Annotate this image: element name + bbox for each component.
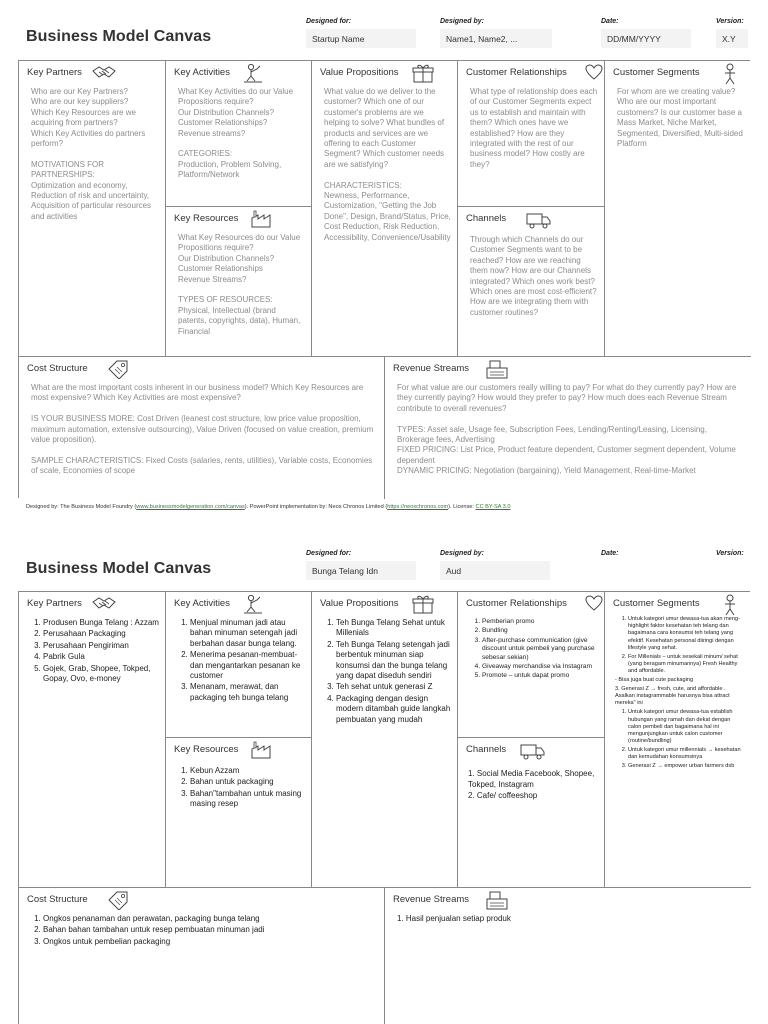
designed-by-label: Designed by: [440,550,484,557]
channels-text: Through which Channels do our Customer Segments want to be reached? How are we reaching them now? How are our Channels integrated? Which ones work best? Which ones are most cost-efficient? How are we integrating them with customer routines? [470,235,597,317]
designed-by-field[interactable]: Name1, Name2, ... [440,29,552,48]
cost-structure-section[interactable] [19,357,385,499]
list-item: 2. Bahan bahan tambahan untuk resep pembuatan minuman jadi [43,925,378,935]
value-propositions-title: Value Propositions [320,67,399,78]
cash-register-icon [485,890,509,910]
customer-segments-list [615,616,745,772]
attribution-footer [26,504,510,510]
heart-icon [585,64,603,80]
list-item: 2. Bundling [482,627,598,635]
designed-by-field[interactable]: Aud [440,561,550,580]
handshake-icon [91,594,117,612]
list-item: 3. After-purchase communication (give discount untuk pembeli yang purchase sebesar sekian) [482,637,598,662]
designed-by-label: Designed by: [440,18,484,25]
person-icon [722,63,738,85]
list-item: 1. Teh Bunga Telang Sehat untuk Millenials [336,618,451,639]
list-item: 4. Pabrik Gula [43,652,159,662]
key-resources-text: What Key Resources do our Value Propositions require? Our Distribution Channels? Customer Relationships Revenue Streams? TYPES OF RESOURCES: Physical, Intellectual (brand patents, copyrights, data), Human, Financial [178,233,301,336]
key-activities-section[interactable] [166,592,312,738]
revenue-streams-section[interactable] [385,357,751,499]
channels-list [468,768,598,801]
handshake-icon [91,63,117,81]
list-item: 3. Ongkos untuk pembelian packaging [43,937,378,947]
key-activities-title: Key Activities [174,67,230,78]
neoschronos-link[interactable]: https://neoschronos.com [387,504,449,510]
cost-structure-section[interactable] [19,888,385,1024]
list-item: 2. Perusahaan Packaging [43,629,159,639]
list-item: 2. Menerima pesanan-membuat- dan mengantarkan pesanan ke customer [190,650,305,681]
revenue-streams-title: Revenue Streams [393,363,470,374]
customer-relationships-title: Customer Relationships [466,67,567,78]
key-partners-title: Key Partners [27,598,82,609]
date-field[interactable]: DD/MM/YYYY [601,29,691,48]
bmf-link[interactable]: www.businessmodelgeneration.com/canvas [136,504,245,510]
list-item: 2. Teh Bunga Telang setengah jadi berbentuk minuman siap konsumsi dan the bunga telang yang dapat diseduh sendiri [336,640,451,682]
price-tag-icon [107,890,129,910]
truck-icon [526,211,552,229]
key-partners-section[interactable] [19,61,166,357]
gift-icon [412,594,434,614]
list-item: 3. Teh sehat untuk generasi Z [336,682,451,692]
price-tag-icon [107,359,129,379]
version-label: Version: [716,550,744,557]
key-resources-section[interactable] [166,738,312,888]
customer-relationships-section[interactable] [458,61,605,207]
list-note: - Bisa juga buat cute packaging [615,676,694,683]
designed-for-field[interactable]: Bunga Telang Idn [306,561,416,580]
revenue-streams-title: Revenue Streams [393,894,470,905]
designed-for-label: Designed for: [306,550,352,557]
customer-relationships-text: What type of relationship does each of our Customer Segments expect us to establish and maintain with them? Which ones have we established? How are they integrated with the rest of our business model? How costly are they? [470,87,598,169]
value-propositions-title: Value Propositions [320,598,399,609]
customer-segments-section[interactable] [605,61,751,357]
customer-segments-title: Customer Segments [613,67,700,78]
cost-structure-title: Cost Structure [27,363,88,374]
list-item: 3. Generasi Z → empower urban farmers dsb [628,763,745,770]
key-resources-section[interactable] [166,207,312,357]
revenue-streams-list [397,914,745,924]
list-item: 1. Kebun Azzam [190,766,305,776]
list-item: 2. Bahan untuk packaging [190,777,305,787]
key-resources-list [174,766,305,811]
key-activities-text: What Key Activities do our Value Propositions require? Our Distribution Channels? Customer Relationships? Revenue streams? CATEGORIES: Production, Problem Solving, Platform/Network [178,87,294,180]
list-item: 1. Pemberian promo [482,618,598,626]
worker-icon [242,594,264,614]
worker-icon [242,63,264,83]
list-item: 3. Menanam, merawat, dan packaging teh bunga telang [190,682,305,703]
date-label: Date: [601,18,619,25]
list-item: 1. Untuk kategori umur dewasa-tua akan meng-highlight faktor kesehatan teh telang dan bagaimana cara konsumsi teh telang yang efektif. Kesehatan personal diiringi dengan lifestyle yang sehat. [628,616,745,652]
revenue-streams-section[interactable] [385,888,751,1024]
list-item: 1. Hasil penjualan setiap produk [397,914,511,923]
cost-structure-text: What are the most important costs inherent in our business model? Which Key Resources are most expensive? Which Key Activities are most expensive? IS YOUR BUSINESS MORE: Cost Driven (leanest cost structure, low price value proposition, maximum automation, extensive outsourcing), Value Driven (focused on value creation, premium value proposition). SAMPLE CHARACTERISTICS: Fixed Costs (salaries, rents, utilities), Variable costs, Economies of scale, Economies of scope [31,383,374,476]
footer-suffix: ). License: [448,504,476,510]
list-item: 1. Produsen Bunga Telang : Azzam [43,618,159,628]
customer-segments-section[interactable] [605,592,751,888]
list-item: 2. Cafe/ coffeeshop [468,791,538,800]
list-item: 2. Untuk kategori umur millennials → kesehatan dan kemudahan konsumsinya [628,747,745,761]
channels-section[interactable] [458,738,605,888]
person-icon [722,594,738,616]
key-activities-list [174,618,305,704]
key-partners-text: Who are our Key Partners? Who are our key suppliers? Which Key Resources are we acquiring from partners? Which Key Activities do partners perform? MOTIVATIONS FOR PARTNERSHIPS: Optimization and economy, Reduction of risk and uncertainty, Acquisition of particular resources and activities [31,87,152,221]
business-model-canvas-filled [0,540,768,1024]
value-propositions-section[interactable] [312,592,458,888]
key-partners-title: Key Partners [27,67,82,78]
truck-icon [520,742,546,760]
value-propositions-list [320,618,451,726]
page-title: Business Model Canvas [26,28,212,45]
channels-title: Channels [466,213,507,224]
key-partners-section[interactable] [19,592,166,888]
list-item: 4. Giveaway merchandise via Instagram [482,663,598,671]
cost-structure-title: Cost Structure [27,894,88,905]
value-propositions-section[interactable] [312,61,458,357]
footer-mid: ). PowerPoint implementation by: Neos Chronos Limited ( [244,504,388,510]
heart-icon [585,595,603,611]
key-activities-title: Key Activities [174,598,230,609]
version-label: Version: [716,18,744,25]
key-resources-title: Key Resources [174,213,239,224]
key-partners-list [27,618,159,685]
customer-relationships-list [466,618,598,682]
cash-register-icon [485,359,509,379]
version-field[interactable]: X.Y [716,29,748,48]
canvas-grid [18,591,750,1024]
list-item: 4. Packaging dengan design modern ditambah guide langkah pembuatan yang mudah [336,694,451,725]
value-propositions-text: What value do we deliver to the customer? Which one of our customer's problems are we helping to solve? What bundles of products and services are we offering to each Customer Segment? Which customer needs are we satisfying? CHARACTERISTICS: Newness, Performance, Customization, "Getting the Job Done", Design, Brand/Status, Price, Cost Reduction, Risk Reduction, Accessibility, Convenience/Usability [324,87,451,242]
list-item: 1. Menjual minuman jadi atau bahan minuman setengah jadi berbahan dasar bunga telang. [190,618,305,649]
list-item: 1. Social Media Facebook, Shopee, Tokped, Instagram [468,769,595,789]
channels-title: Channels [466,744,507,755]
list-item: 3. Bahan"tambahan untuk masing masing resep [190,789,305,810]
list-item: 2. For Millenials – untuk sesekali minum/ sehat (yang beragam minumannya) Fresh Healthy and affordable. [628,654,745,676]
customer-relationships-section[interactable] [458,592,605,738]
factory-icon [250,740,272,760]
license-link[interactable]: CC BY-SA 3.0 [475,504,511,510]
key-resources-title: Key Resources [174,744,239,755]
key-activities-section[interactable] [166,61,312,207]
list-note: 3. Generasi Z → fresh, cute, and affordable . Asalkan instagrammable harusnya bisa attract mereka" ini [615,685,730,707]
gift-icon [412,63,434,83]
list-item: 1. Ongkos penanaman dan perawatan, packaging bunga telang [43,914,378,924]
cost-structure-list [27,914,378,948]
canvas-grid [18,60,750,498]
page-title: Business Model Canvas [26,560,212,577]
designed-for-label: Designed for: [306,18,352,25]
factory-icon [250,209,272,229]
customer-segments-text: For whom are we creating value? Who are our most important customers? Is our customer base a Mass Market, Niche Market, Segmented, Diversified, Multi-sided Platform [617,87,743,149]
list-item: 5. Promote – untuk dapat promo [482,672,598,680]
channels-section[interactable] [458,207,605,357]
list-item: 1. Untuk kategori umur dewasa-tua establish hubungan yang ramah dan dekat dengan calon pembeli dan bagaimana hal ini mengunjungkan untuk calon customer (routine/bundling) [628,709,745,745]
list-item: 3. Perusahaan Pengiriman [43,641,159,651]
date-label: Date: [601,550,619,557]
revenue-streams-text: For what value are our customers really willing to pay? For what do they currently pay? How are they currently paying? How would they prefer to pay? How much does each Revenue Stream contribute to overall revenues? TYPES: Asset sale, Usage fee, Subscription Fees, Lending/Renting/Leasing, Licensing, Brokerage fees, Advertising FIXED PRICING: List Price, Product feature dependent, Customer segment dependent, Volume dependent DYNAMIC PRICING: Negotiation (bargaining), Yield Management, Real-time-Market [397,383,737,476]
list-item: 5. Gojek, Grab, Shopee, Tokped, Gopay, Ovo, e-money [43,664,159,685]
customer-segments-title: Customer Segments [613,598,700,609]
footer-prefix: Designed by: The Business Model Foundry ( [26,504,137,510]
designed-for-field[interactable]: Startup Name [306,29,416,48]
customer-relationships-title: Customer Relationships [466,598,567,609]
